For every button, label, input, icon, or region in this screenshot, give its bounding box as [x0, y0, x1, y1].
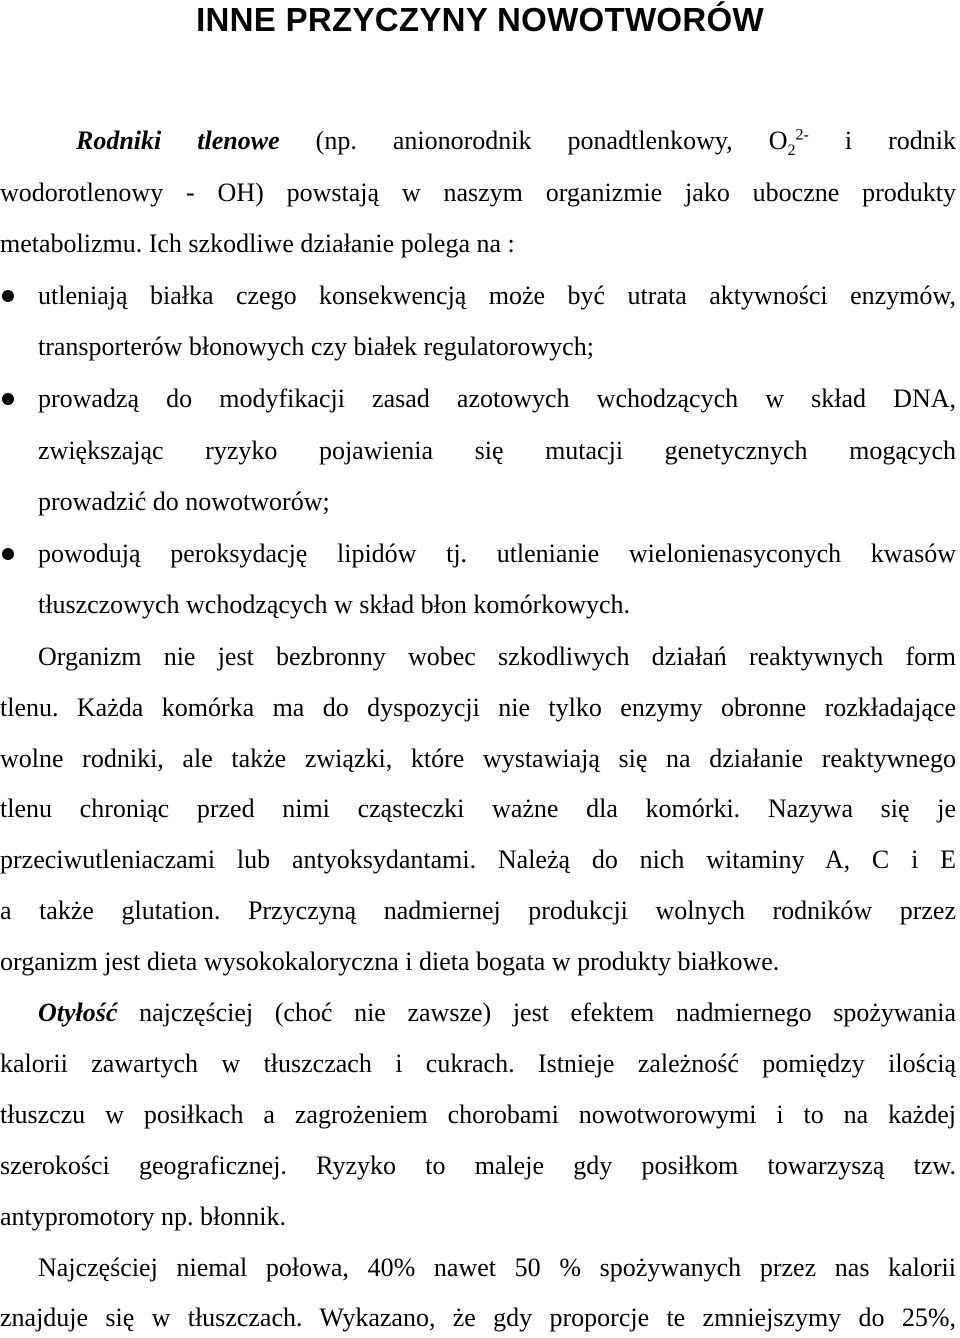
- bullet-icon: [2, 290, 14, 302]
- intro-line-1-text: (np. anionorodnik ponadtlenkowy,: [315, 126, 733, 155]
- intro-lead-term: Rodniki tlenowe: [76, 126, 280, 155]
- paragraph-2-line-5: przeciwutleniaczami lub antyoksydantami. Należą do nich witaminy A, C i E: [0, 845, 956, 874]
- bullet-2-line-3: prowadzić do nowotworów;: [38, 487, 330, 516]
- paragraph-2-line-2: tlenu. Każda komórka ma do dyspozycji nie tylko enzymy obronne rozkładające: [0, 693, 956, 722]
- paragraph-3-line-4: szerokości geograficznej. Ryzyko to maleje gdy posiłkom towarzyszą tzw.: [0, 1151, 956, 1180]
- paragraph-4-line-1: Najczęściej niemal połowa, 40% nawet 50 % spożywanych przez nas kalorii: [38, 1253, 956, 1282]
- intro-line-1: [76, 121, 956, 161]
- bullet-2-line-1: prowadzą do modyfikacji zasad azotowych wchodzących w skład DNA,: [38, 384, 956, 413]
- paragraph-3-lead-term: Otyłość: [38, 998, 118, 1027]
- paragraph-3-line-5: antypromotory np. błonnik.: [0, 1202, 286, 1231]
- paragraph-2-line-3: wolne rodniki, ale także związki, które wystawiają się na działanie reaktywnego: [0, 744, 956, 773]
- bullet-icon: [2, 548, 14, 560]
- bullet-3-line-2: tłuszczowych wchodzących w skład błon komórkowych.: [38, 590, 631, 619]
- paragraph-2-line-7: organizm jest dieta wysokokaloryczna i dieta bogata w produkty białkowe.: [0, 947, 780, 976]
- intro-line-3: metabolizmu. Ich szkodliwe działanie polega na :: [0, 229, 515, 258]
- bullet-2-line-2: zwiększając ryzyko pojawienia się mutacji genetycznych mogących: [38, 436, 956, 465]
- bullet-icon: [2, 393, 14, 405]
- page-title: INNE PRZYCZYNY NOWOTWORÓW: [196, 1, 764, 38]
- intro-line-1-tail: i rodnik: [844, 126, 957, 155]
- paragraph-2-line-1: Organizm nie jest bezbronny wobec szkodliwych działań reaktywnych form: [38, 642, 956, 671]
- oxygen-formula: $O_2^{2-}$: [768, 126, 809, 160]
- paragraph-3-line-3: tłuszczu w posiłkach a zagrożeniem chorobami nowotworowymi i to na każdej: [0, 1100, 956, 1129]
- paragraph-2-line-4: tlenu chroniąc przed nimi cząsteczki ważne dla komórki. Nazywa się je: [0, 794, 956, 823]
- bullet-3-line-1: powodują peroksydację lipidów tj. utlenianie wielonienasyconych kwasów: [38, 539, 956, 568]
- bullet-1-line-2: transporterów błonowych czy białek regulatorowych;: [38, 332, 594, 361]
- paragraph-2-line-6: a także glutation. Przyczyną nadmiernej produkcji wolnych rodników przez: [0, 896, 956, 925]
- paragraph-3-line-1-text: najczęściej (choć nie zawsze) jest efektem nadmiernego spożywania: [139, 998, 957, 1027]
- paragraph-3-line-2: kalorii zawartych w tłuszczach i cukrach. Istnieje zależność pomiędzy ilością: [0, 1049, 956, 1078]
- bullet-1-line-1: utleniają białka czego konsekwencją może być utrata aktywności enzymów,: [38, 281, 956, 310]
- paragraph-3-line-1: [38, 993, 956, 1033]
- intro-line-2: wodorotlenowy - OH) powstają w naszym organizmie jako uboczne produkty: [0, 178, 956, 207]
- paragraph-4-line-2: znajduje się w tłuszczach. Wykazano, że gdy proporcje te zmniejszymy do 25%,: [0, 1303, 956, 1332]
